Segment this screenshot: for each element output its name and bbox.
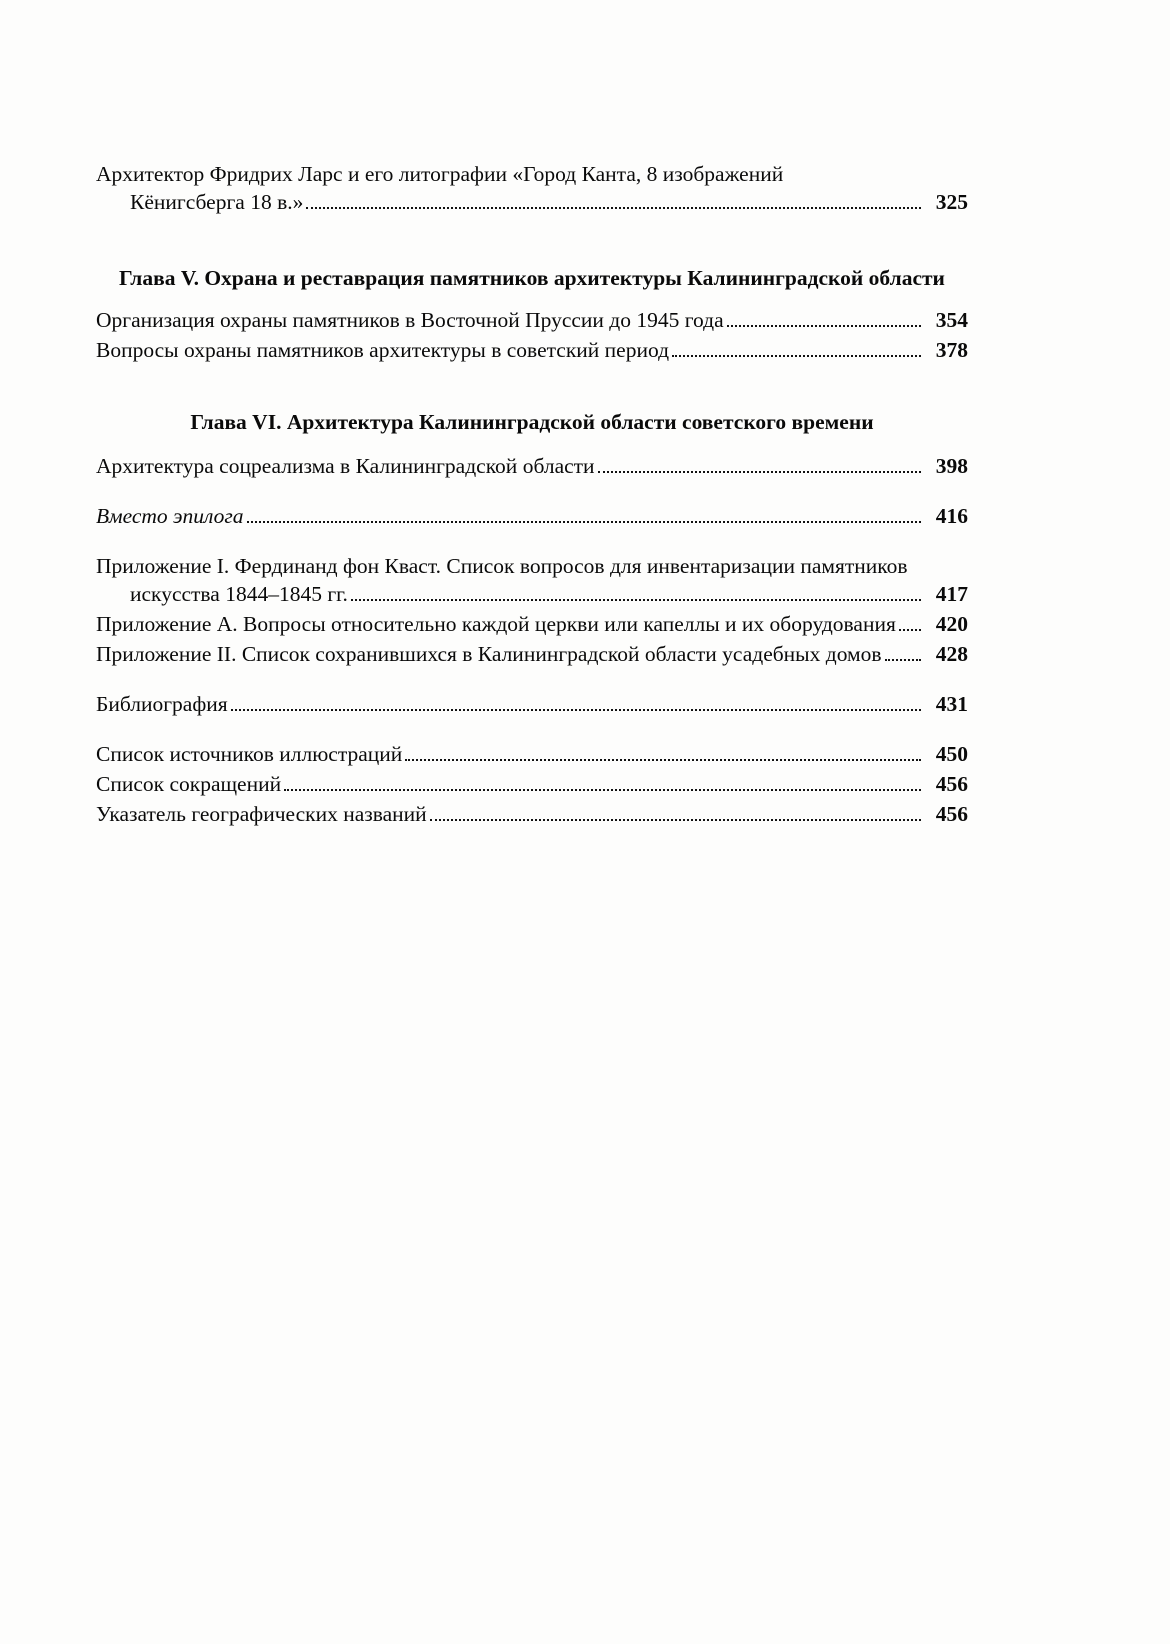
toc-entry-text: Архитектура соцреализма в Калининградской области <box>96 454 595 478</box>
dot-leader <box>231 709 921 711</box>
dot-leader <box>727 325 921 327</box>
toc-entry-text: Указатель географических названий <box>96 802 427 826</box>
toc-entry-epilogue[interactable] <box>96 502 968 530</box>
toc-entry-text-cont: искусства 1844–1845 гг. <box>130 582 348 606</box>
toc-entry-text: Список источников иллюстраций <box>96 742 403 766</box>
toc-entry-text: Приложение I. Фердинанд фон Кваст. Список вопросов для инвентаризации памятников <box>96 554 908 578</box>
toc-page-number: 456 <box>935 772 968 796</box>
dot-leader <box>247 521 921 523</box>
toc-entry-soviet-period[interactable] <box>96 336 968 364</box>
toc-entry-socrealism[interactable] <box>96 452 968 480</box>
toc-page-number: 416 <box>935 504 968 528</box>
table-of-contents <box>96 160 968 830</box>
spacer <box>96 366 968 378</box>
spacer <box>96 482 968 502</box>
toc-entry-text: Организация охраны памятников в Восточной Пруссии до 1945 года <box>96 308 724 332</box>
dot-leader <box>405 759 921 761</box>
toc-page-number: 325 <box>935 190 968 214</box>
dot-leader <box>430 819 921 821</box>
toc-page-number: 354 <box>935 308 968 332</box>
toc-entry-bibliography[interactable] <box>96 690 968 718</box>
dot-leader <box>899 629 921 631</box>
toc-entry-appendix-a[interactable] <box>96 610 968 638</box>
toc-entry-abbreviations[interactable] <box>96 770 968 798</box>
toc-page-number: 417 <box>935 582 968 606</box>
chapter-heading-5: Глава V. Охрана и реставрация памятников архитектуры Калининградской области <box>119 266 945 290</box>
dot-leader <box>598 471 921 473</box>
dot-leader <box>885 659 921 661</box>
toc-entry-text: Архитектор Фридрих Ларс и его литографии «Город Канта, 8 изображений <box>96 162 784 186</box>
toc-page-number: 378 <box>935 338 968 362</box>
toc-entry-text: Библиография <box>96 692 228 716</box>
toc-page-number: 398 <box>935 454 968 478</box>
toc-entry-geo-index[interactable] <box>96 800 968 828</box>
toc-entry-appendix-2[interactable] <box>96 640 968 668</box>
toc-entry-text: Вместо эпилога <box>96 504 244 528</box>
toc-entry-text: Вопросы охраны памятников архитектуры в советский период <box>96 338 670 362</box>
chapter-heading-6: Глава VI. Архитектура Калининградской области советского времени <box>190 410 874 434</box>
toc-page-number: 420 <box>935 612 968 636</box>
toc-entry-protection-organization[interactable] <box>96 306 968 334</box>
toc-entry-text: Список сокращений <box>96 772 282 796</box>
toc-entry-illustration-sources[interactable] <box>96 740 968 768</box>
toc-page-number: 450 <box>935 742 968 766</box>
toc-page-number: 428 <box>935 642 968 666</box>
toc-entry-text: Приложение А. Вопросы относительно каждой церкви или капеллы и их оборудования <box>96 612 896 636</box>
toc-entry-appendix-1[interactable] <box>96 552 968 608</box>
dot-leader <box>672 355 921 357</box>
toc-entry-text-cont: Кёнигсберга 18 в.» <box>130 190 304 214</box>
dot-leader <box>351 599 921 601</box>
toc-entry-text: Приложение II. Список сохранившихся в Калининградской области усадебных домов <box>96 642 882 666</box>
spacer <box>96 532 968 552</box>
spacer <box>96 670 968 690</box>
toc-page-number: 456 <box>935 802 968 826</box>
dot-leader <box>284 789 921 791</box>
spacer <box>96 720 968 740</box>
toc-entry-lars[interactable] <box>96 160 968 216</box>
spacer <box>96 218 968 238</box>
dot-leader <box>306 207 921 209</box>
toc-page-number: 431 <box>935 692 968 716</box>
